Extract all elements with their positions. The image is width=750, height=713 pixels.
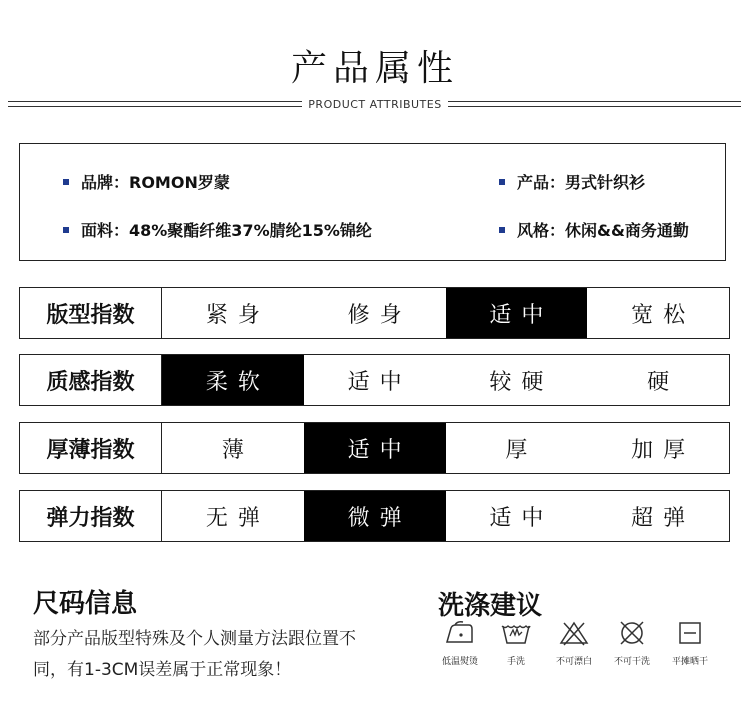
product-info-box (19, 143, 726, 261)
no-dry-clean-icon (615, 620, 649, 646)
rating-option-selected: 适中 (304, 423, 446, 473)
wash-item-no-dry-clean: 不可干洗 (604, 620, 660, 667)
page-subtitle: PRODUCT ATTRIBUTES (0, 98, 750, 111)
rating-option: 加厚 (631, 437, 696, 463)
wash-icons (432, 620, 722, 680)
bullet-icon (63, 227, 69, 233)
rating-option: 厚 (505, 437, 538, 463)
bullet-icon (63, 179, 69, 185)
rating-option: 较硬 (489, 369, 554, 395)
hand-wash-icon (499, 620, 533, 646)
bullet-icon (499, 227, 505, 233)
wash-item-hand: 手洗 (488, 620, 544, 667)
rating-option: 适中 (489, 505, 554, 531)
rating-label: 厚薄指数 (20, 423, 162, 473)
rating-option-selected: 柔软 (162, 355, 304, 405)
wash-item-no-bleach: 不可漂白 (546, 620, 602, 667)
size-info-text: 部分产品版型特殊及个人测量方法跟位置不同，有1-3CM误差属于正常现象！ (33, 629, 356, 680)
wash-title: 洗涤建议 (438, 591, 543, 621)
rating-label: 质感指数 (20, 355, 162, 405)
rating-option: 宽松 (631, 302, 696, 328)
rating-option-selected: 微弹 (304, 491, 446, 541)
rating-option: 超弹 (631, 505, 696, 531)
page-title: 产品属性 (290, 48, 459, 89)
iron-low-icon (443, 620, 477, 646)
rating-option: 薄 (221, 437, 254, 463)
rating-row (19, 354, 730, 406)
info-product: 产品：男式针织衫 (499, 170, 645, 193)
rating-option-selected: 适中 (446, 288, 588, 338)
info-style: 风格：休闲&&商务通勤 (499, 218, 689, 241)
flat-dry-icon (673, 620, 707, 646)
rating-option: 无弹 (205, 505, 270, 531)
rating-label: 弹力指数 (20, 491, 162, 541)
rating-row (19, 287, 730, 339)
bullet-icon (499, 179, 505, 185)
rating-row (19, 490, 730, 542)
rating-label: 版型指数 (20, 288, 162, 338)
rating-option: 紧身 (205, 302, 270, 328)
rating-row (19, 422, 730, 474)
size-info-title: 尺码信息 (33, 589, 138, 619)
wash-item-flat-dry: 平摊晒干 (662, 620, 718, 667)
wash-item-iron: 低温熨烫 (432, 620, 488, 667)
rating-option: 适中 (347, 369, 412, 395)
info-fabric: 面料：48%聚酯纤维37%腈纶15%锦纶 (63, 218, 372, 241)
no-bleach-icon (557, 620, 591, 646)
info-brand: 品牌：ROMON罗蒙 (63, 170, 230, 193)
rating-option: 硬 (647, 369, 680, 395)
rating-option: 修身 (347, 302, 412, 328)
